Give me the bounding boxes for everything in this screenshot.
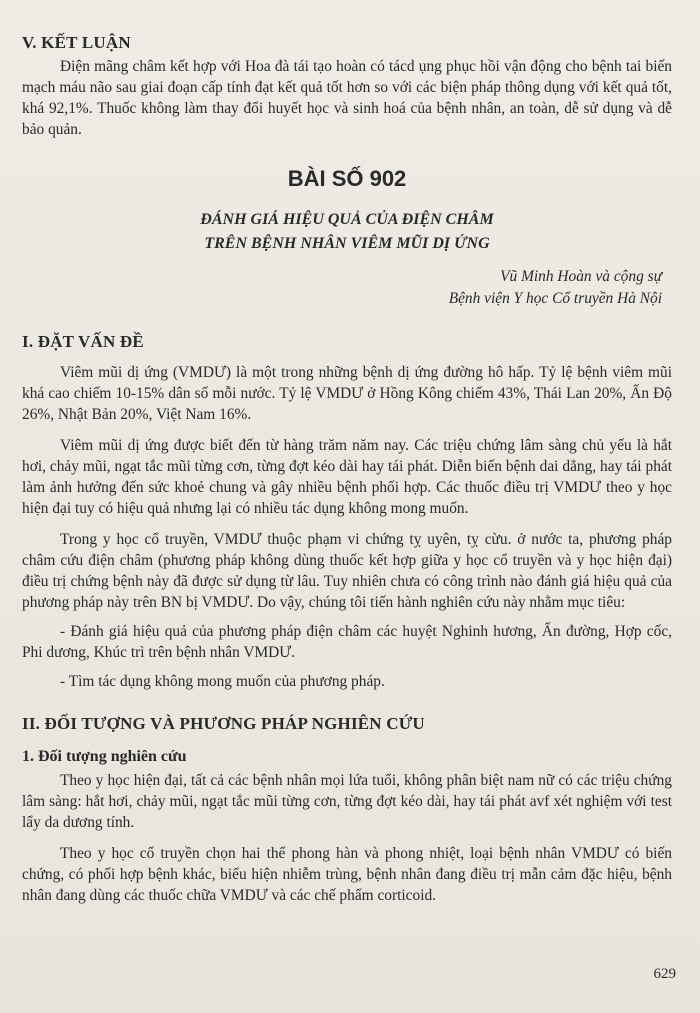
article-number: BÀI SỐ 902 xyxy=(287,166,407,191)
page-number: 629 xyxy=(653,966,676,982)
subsection-1-heading: 1. Đối tượng nghiên cứu xyxy=(22,748,187,765)
section-i-paragraph-3: Trong y học cổ truyền, VMDƯ thuộc phạm vi chứng tỵ uyên, tỵ cừu. ở nước ta, phương pháp châm cứu điện châm (phương pháp không dùng thuốc kết hợp giữa y học cổ truyền và y học hiện đại) điều trị chứng bệnh này đã được sử dụng từ lâu. Tuy nhiên chưa có công trình nào đánh giá hiệu quả của phương pháp này trên BN bị VMDƯ. Do vậy, chúng tôi tiến hành nghiên cứu này nhằm mục tiêu: xyxy=(22,531,672,611)
section-ii-paragraph-2: Theo y học cổ truyền chọn hai thể phong hàn và phong nhiệt, loại bệnh nhân VMDƯ có biến chứng, có phối hợp bệnh khác, biểu hiện nhiễm trùng, bệnh nhân đang điều trị mẫn cảm đặc hiệu, bệnh nhân đang dùng các thuốc chữa VMDƯ và các chế phẩm corticoid. xyxy=(22,845,672,904)
section-ii-heading: II. ĐỐI TƯỢNG VÀ PHƯƠNG PHÁP NGHIÊN CỨU xyxy=(22,714,425,733)
objective-1: - Đánh giá hiệu quả của phương pháp điện châm các huyệt Nghinh hương, Ấn đường, Hợp cốc, Phi dương, Khúc trì trên bệnh nhân VMDƯ. xyxy=(22,623,672,661)
section-ii-paragraph-1: Theo y học hiện đại, tất cả các bệnh nhân mọi lứa tuổi, không phân biệt nam nữ có các triệu chứng lâm sàng: hắt hơi, chảy mũi, ngạt tắc mũi từng cơn, từng đợt kéo dài, hay tái phát avf xét nghiệm với test lẩy da dương tính. xyxy=(22,772,672,831)
article-title-line1: ĐÁNH GIÁ HIỆU QUẢ CỦA ĐIỆN CHÂM xyxy=(200,211,494,228)
author-block xyxy=(22,266,672,310)
author-affiliation: Bệnh viện Y học Cổ truyền Hà Nội xyxy=(448,290,662,307)
section-i-heading: I. ĐẶT VẤN ĐỀ xyxy=(22,332,144,351)
section-i-paragraph-2: Viêm mũi dị ứng được biết đến từ hàng trăm năm nay. Các triệu chứng lâm sàng chủ yếu là hắt hơi, chảy mũi, ngạt tắc mũi từng cơn, từng đợt kéo dài hay tái phát. Diễn biến bệnh dai dẳng, hay tái phát làm ảnh hưởng đến sức khoẻ chung và gây nhiều bệnh phối hợp. Các thuốc điều trị VMDƯ theo y học hiện đại tuy có hiệu quả nhưng lại có nhiều tác dụng không mong muốn. xyxy=(22,437,672,517)
section-v-heading: V. KẾT LUẬN xyxy=(22,33,131,52)
section-v-paragraph: Điện mãng châm kết hợp với Hoa đà tái tạo hoàn có tácd ụng phục hồi vận động cho bệnh tai biến mạch máu não sau giai đoạn cấp tính đạt kết quả tốt hơn so với các biện pháp thông dụng với kết quả tốt, khá 92,1%. Thuốc không làm thay đổi huyết học và sinh hoá của bệnh nhân, an toàn, dễ sử dụng và dễ bảo quản. xyxy=(22,58,672,138)
article-title xyxy=(22,208,672,256)
section-i-paragraph-1: Viêm mũi dị ứng (VMDƯ) là một trong những bệnh dị ứng đường hô hấp. Tỷ lệ bệnh viêm mũi khá cao chiếm 10-15% dân số mỗi nước. Tỷ lệ VMDƯ ở Hồng Kông chiếm 43%, Thái Lan 20%, Ấn Độ 26%, Nhật Bản 20%, Việt Nam 16%. xyxy=(22,364,672,423)
objective-2: - Tìm tác dụng không mong muốn của phương pháp. xyxy=(60,673,385,690)
article-title-line2: TRÊN BỆNH NHÂN VIÊM MŨI DỊ ỨNG xyxy=(204,235,490,252)
author-name: Vũ Minh Hoàn và cộng sự xyxy=(500,268,662,285)
